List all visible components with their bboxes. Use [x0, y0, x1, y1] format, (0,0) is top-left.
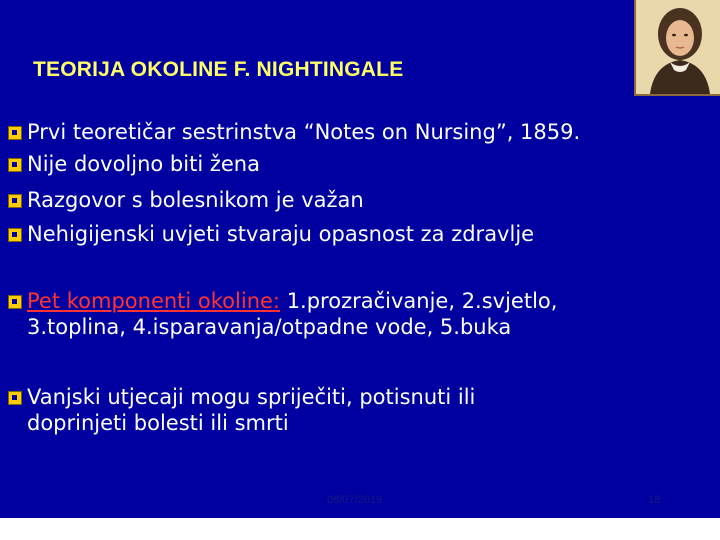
- components-lead: Pet komponenti okoline:: [27, 289, 281, 313]
- slide-title: TEORIJA OKOLINE F. NIGHTINGALE: [33, 58, 404, 81]
- bullet-4: [8, 221, 534, 247]
- bullet-2: [8, 151, 260, 177]
- bullet-text: Nehigijenski uvjeti stvaraju opasnost za zdravlje: [27, 222, 535, 246]
- portrait-icon: [636, 0, 720, 94]
- bullet-components: [8, 288, 708, 340]
- square-bullet-icon: [8, 194, 22, 208]
- components-line-1: 1.prozračivanje, 2.svjetlo,: [280, 289, 558, 313]
- square-bullet-icon: [8, 391, 22, 405]
- components-line-2: 3.toplina, 4.isparavanja/otpadne vode, 5.buka: [27, 315, 512, 339]
- square-bullet-icon: [8, 295, 22, 309]
- square-bullet-icon: [8, 228, 22, 242]
- footer-date: 08/07/2019: [327, 494, 383, 506]
- bullet-text: Prvi teoretičar sestrinstva “Notes on Nursing”, 1859.: [27, 120, 581, 144]
- bullet-3: [8, 187, 364, 213]
- bullet-1: [8, 119, 580, 145]
- external-line-1: Vanjski utjecaji mogu spriječiti, potisnuti ili: [27, 385, 476, 409]
- external-line-2: doprinjeti bolesti ili smrti: [27, 411, 289, 435]
- bullet-text: Nije dovoljno biti žena: [27, 152, 260, 176]
- bullet-external: [8, 384, 708, 436]
- portrait-image: [634, 0, 720, 96]
- footer-page-number: 18: [648, 494, 661, 506]
- square-bullet-icon: [8, 158, 22, 172]
- bullet-text: Razgovor s bolesnikom je važan: [27, 188, 364, 212]
- square-bullet-icon: [8, 126, 22, 140]
